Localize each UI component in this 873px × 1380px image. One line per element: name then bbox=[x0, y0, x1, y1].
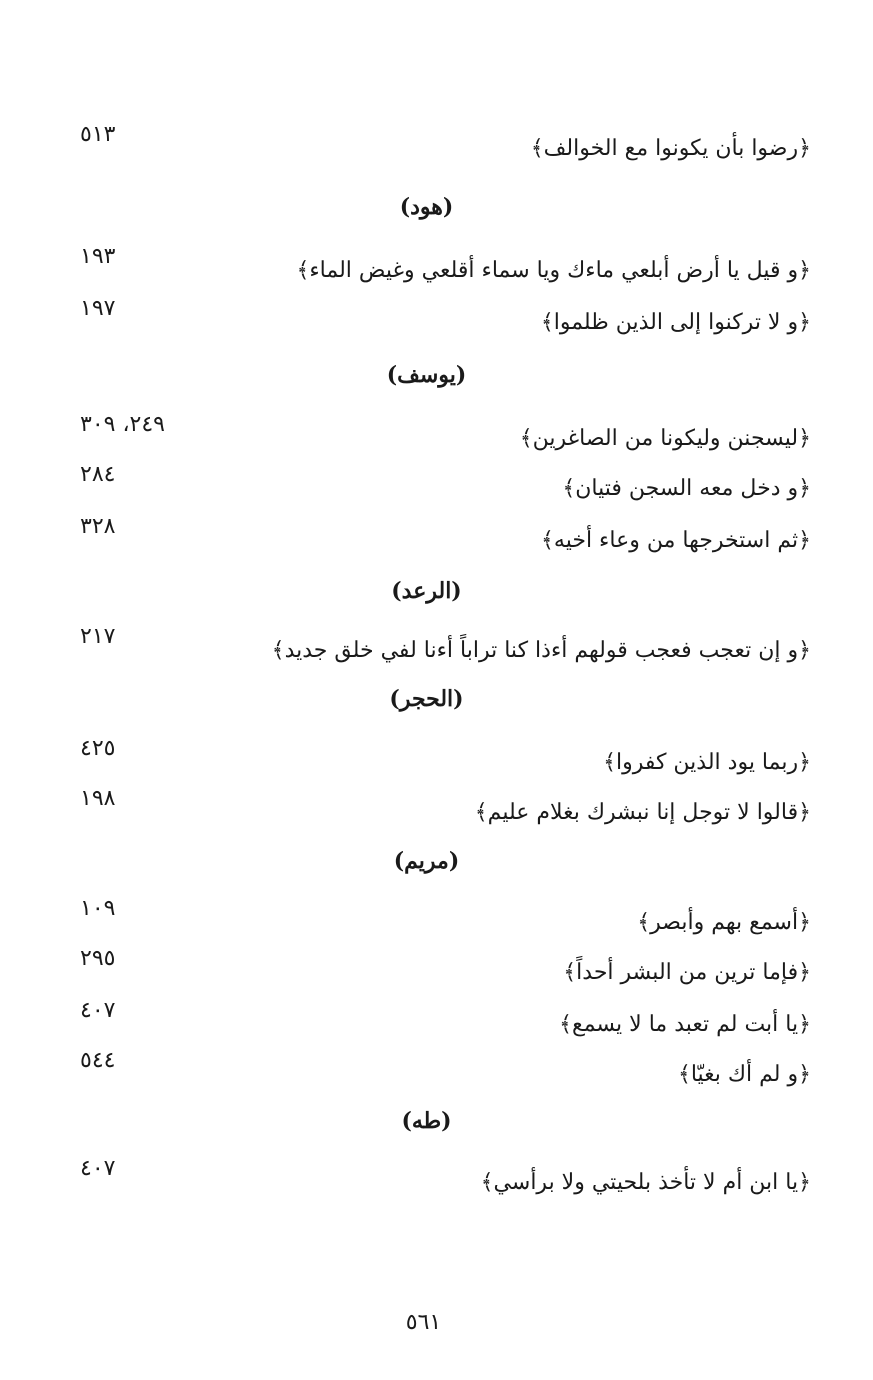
verse-text: ﴿أسمع بهم وأبصر﴾ bbox=[637, 910, 811, 935]
page-reference: ٥١٣ bbox=[80, 122, 116, 147]
page-reference: ١٠٩ bbox=[80, 896, 116, 921]
verse-text: ﴿و دخل معه السجن فتيان﴾ bbox=[562, 476, 811, 501]
page-reference: ٢١٧ bbox=[80, 624, 116, 649]
page-reference: ١٩٣ bbox=[80, 244, 116, 269]
index-entry bbox=[0, 946, 873, 996]
page-number: ٥٦١ bbox=[405, 1310, 442, 1335]
index-entry bbox=[0, 412, 873, 462]
page-reference: ٢٤٩، ٣٠٩ bbox=[80, 412, 165, 437]
page-reference: ٣٢٨ bbox=[80, 514, 116, 539]
page-reference: ٢٩٥ bbox=[80, 946, 116, 971]
index-entry bbox=[0, 1048, 873, 1098]
index-entry bbox=[0, 514, 873, 564]
verse-text: ﴿يا ابن أم لا تأخذ بلحيتي ولا برأسي﴾ bbox=[480, 1170, 811, 1195]
page-reference: ٥٤٤ bbox=[80, 1048, 116, 1073]
surah-heading-taha: (طه) bbox=[401, 1108, 452, 1134]
index-entry bbox=[0, 1156, 873, 1206]
page-reference: ٤٠٧ bbox=[80, 1156, 116, 1181]
index-entry bbox=[0, 462, 873, 512]
index-entry bbox=[0, 896, 873, 946]
page-reference: ٤٠٧ bbox=[80, 998, 116, 1023]
index-entry bbox=[0, 624, 873, 674]
verse-text: ﴿ثم استخرجها من وعاء أخيه﴾ bbox=[541, 528, 811, 553]
index-entry bbox=[0, 122, 873, 172]
verse-text: ﴿رضوا بأن يكونوا مع الخوالف﴾ bbox=[530, 136, 811, 161]
page-reference: ١٩٨ bbox=[80, 786, 116, 811]
verse-text: ﴿و لم أك بغيّا﴾ bbox=[677, 1062, 811, 1087]
verse-text: ﴿و إن تعجب فعجب قولهم أءذا كنا تراباً أءنا لفي خلق جديد﴾ bbox=[271, 638, 811, 663]
index-entry bbox=[0, 244, 873, 294]
page-reference: ٢٨٤ bbox=[80, 462, 116, 487]
verse-text: ﴿ليسجنن وليكونا من الصاغرين﴾ bbox=[519, 426, 811, 451]
surah-heading-hijr: (الحجر) bbox=[389, 686, 464, 712]
index-entry bbox=[0, 998, 873, 1048]
surah-heading-maryam: (مريم) bbox=[393, 848, 460, 874]
verse-text: ﴿ربما يود الذين كفروا﴾ bbox=[603, 750, 811, 775]
index-entry bbox=[0, 296, 873, 346]
verse-text: ﴿و لا تركنوا إلى الذين ظلموا﴾ bbox=[540, 310, 811, 335]
page-reference: ١٩٧ bbox=[80, 296, 116, 321]
verse-text: ﴿فإما ترين من البشر أحداً﴾ bbox=[563, 960, 811, 985]
verse-text: ﴿يا أبت لم تعبد ما لا يسمع﴾ bbox=[559, 1012, 811, 1037]
surah-heading-raad: (الرعد) bbox=[391, 578, 462, 604]
surah-heading-hud: (هود) bbox=[399, 194, 454, 220]
surah-heading-yusuf: (يوسف) bbox=[386, 362, 467, 388]
index-entry bbox=[0, 786, 873, 836]
verse-text: ﴿و قيل يا أرض أبلعي ماءك ويا سماء أقلعي وغيض الماء﴾ bbox=[296, 258, 811, 283]
verse-text: ﴿قالوا لا توجل إنا نبشرك بغلام عليم﴾ bbox=[474, 800, 811, 825]
page-reference: ٤٢٥ bbox=[80, 736, 116, 761]
index-entry bbox=[0, 736, 873, 786]
